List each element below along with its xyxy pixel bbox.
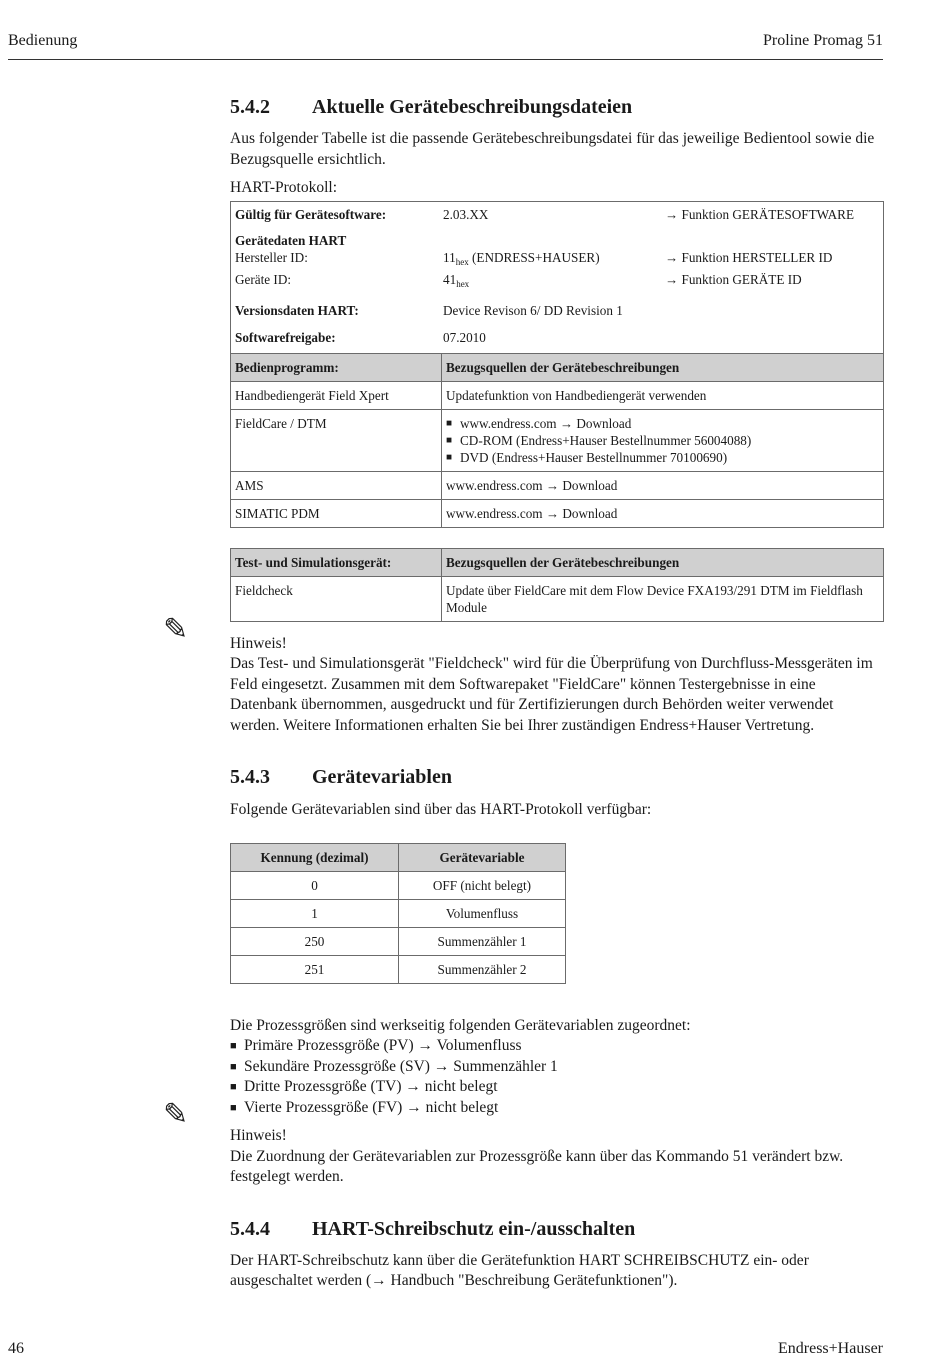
source-cell: Update über FieldCare mit dem Flow Device FXA193/291 DTM im Fieldflash Module bbox=[442, 576, 884, 621]
source-cell: Updatefunktion von Handbediengerät verwenden bbox=[442, 381, 884, 409]
pencil-icon: ✎ bbox=[163, 612, 189, 647]
program-cell: AMS bbox=[231, 471, 442, 499]
device-id-value: $41_{hex}$ bbox=[443, 271, 470, 289]
table-header-row bbox=[231, 353, 884, 381]
release-label: Softwarefreigabe: bbox=[235, 329, 336, 345]
program-cell: Handbediengerät Field Xpert bbox=[231, 381, 442, 409]
variable-cell: OFF (nicht belegt) bbox=[399, 871, 566, 899]
program-cell: FieldCare / DTM bbox=[231, 409, 442, 471]
intro-paragraph: Aus folgender Tabelle ist die passende Gerätebeschreibungsdatei für das jeweilige Bedientool sowie die Bezugsquelle ersichtlich. bbox=[230, 130, 875, 168]
test-device-table bbox=[230, 548, 884, 622]
protocol-label: HART-Protokoll: bbox=[230, 179, 338, 196]
section-title: HART-Schreibschutz ein-/ausschalten bbox=[312, 1217, 636, 1240]
device-id-row bbox=[231, 271, 883, 293]
operating-program-table bbox=[230, 353, 884, 528]
device-id-label: Geräte ID: bbox=[235, 271, 292, 287]
table-row bbox=[231, 381, 884, 409]
list-item: ■ Primäre Prozessgröße (PV) → Volumenfluss bbox=[230, 1036, 884, 1057]
main-content bbox=[230, 96, 884, 1292]
section-number: 5.4.3 bbox=[230, 766, 270, 788]
variable-cell: Summenzähler 1 bbox=[399, 927, 566, 955]
table-row bbox=[231, 471, 884, 499]
section-number: 5.4.2 bbox=[230, 96, 270, 118]
table-row bbox=[231, 899, 566, 927]
version-label: Versionsdaten HART: bbox=[235, 302, 359, 318]
software-row bbox=[231, 202, 883, 223]
running-header-left: Bedienung bbox=[8, 32, 78, 49]
page-number: 46 bbox=[8, 1340, 24, 1357]
release-row bbox=[231, 329, 883, 353]
section-heading-5-4-2 bbox=[230, 96, 884, 119]
source-list bbox=[446, 415, 879, 466]
column-header: Test- und Simulationsgerät: bbox=[231, 548, 442, 576]
section-heading-5-4-3 bbox=[230, 766, 884, 789]
list-item: ■ Dritte Prozessgröße (TV) → nicht belegt bbox=[230, 1077, 884, 1098]
software-label: Gültig für Gerätesoftware: bbox=[235, 206, 387, 222]
note-title: Hinweis! bbox=[230, 1127, 287, 1144]
intro-paragraph: Folgende Gerätevariablen sind über das HART-Protokoll verfügbar: bbox=[230, 801, 652, 818]
table-header-row bbox=[231, 843, 566, 871]
list-item: ■ Sekundäre Prozessgröße (SV) → Summenzähler 1 bbox=[230, 1057, 884, 1078]
id-cell: 250 bbox=[231, 927, 399, 955]
table-row bbox=[231, 409, 884, 471]
id-cell: 251 bbox=[231, 955, 399, 983]
device-info-box bbox=[230, 201, 884, 353]
software-function: → Funktion GERÄTESOFTWARE bbox=[665, 206, 855, 222]
table-header-row bbox=[231, 548, 884, 576]
list-item: ■ www.endress.com → Download bbox=[446, 415, 879, 432]
manufacturer-value: $11_{hex}$ (ENDRESS+HAUSER) bbox=[443, 249, 600, 267]
list-item: ■ DVD (Endress+Hauser Bestellnummer 70100690) bbox=[446, 449, 879, 466]
running-header-right: Proline Promag 51 bbox=[763, 32, 883, 49]
pencil-icon: ✎ bbox=[163, 1097, 189, 1132]
variable-cell: Summenzähler 2 bbox=[399, 955, 566, 983]
source-cell: www.endress.com → Download bbox=[442, 471, 884, 499]
header-rule bbox=[8, 59, 883, 60]
source-cell bbox=[442, 409, 884, 471]
body-paragraph: Der HART-Schreibschutz kann über die Gerätefunktion HART SCHREIBSCHUTZ ein- oder ausgeschaltet werden (→ Handbuch "Beschreibung Gerätefunktionen"). bbox=[230, 1251, 809, 1289]
note-text: Das Test- und Simulationsgerät "Fieldcheck" wird für die Überprüfung von Durchfluss-Messgeräten im Feld eingesetzt. Zusammen mit dem Softwarepaket "FieldCare" können Testergebnisse in eine Datenbank übernommen, ausgedruckt und für Zertifizierungen durch Behörden weiter verwendet werden. Weitere Informationen erhalten Sie bei Ihrer zuständigen Endress+Hauser Vertretung. bbox=[230, 655, 873, 734]
device-variables-table bbox=[230, 843, 566, 984]
column-header: Kennung (dezimal) bbox=[231, 843, 399, 871]
device-data-heading-row bbox=[231, 232, 883, 249]
manufacturer-function: → Funktion HERSTELLER ID bbox=[665, 249, 833, 265]
section-heading-5-4-4 bbox=[230, 1218, 884, 1241]
source-cell: www.endress.com → Download bbox=[442, 499, 884, 527]
assignment-list bbox=[230, 1036, 884, 1118]
column-header: Bedienprogramm: bbox=[231, 353, 442, 381]
table-row bbox=[231, 927, 566, 955]
note-text: Die Zuordnung der Gerätevariablen zur Prozessgröße kann über das Kommando 51 verändert bzw. festgelegt werden. bbox=[230, 1147, 844, 1185]
device-id-function: → Funktion GERÄTE ID bbox=[665, 271, 802, 287]
version-value: Device Revison 6/ DD Revision 1 bbox=[443, 302, 623, 318]
id-cell: 1 bbox=[231, 899, 399, 927]
program-cell: SIMATIC PDM bbox=[231, 499, 442, 527]
release-value: 07.2010 bbox=[443, 329, 486, 345]
variable-cell: Volumenfluss bbox=[399, 899, 566, 927]
version-row bbox=[231, 302, 883, 319]
note-title: Hinweis! bbox=[230, 634, 287, 652]
id-cell: 0 bbox=[231, 871, 399, 899]
table-row bbox=[231, 955, 566, 983]
software-value: 2.03.XX bbox=[443, 206, 489, 222]
column-header: Bezugsquellen der Gerätebeschreibungen bbox=[442, 353, 884, 381]
table-row bbox=[231, 576, 884, 621]
footer-brand: Endress+Hauser bbox=[778, 1340, 883, 1357]
device-data-heading: Gerätedaten HART bbox=[235, 232, 347, 248]
device-cell: Fieldcheck bbox=[231, 576, 442, 621]
column-header: Bezugsquellen der Gerätebeschreibungen bbox=[442, 548, 884, 576]
manufacturer-label: Hersteller ID: bbox=[235, 249, 308, 265]
manufacturer-row bbox=[231, 249, 883, 271]
section-title: Aktuelle Gerätebeschreibungsdateien bbox=[312, 96, 633, 118]
column-header: Gerätevariable bbox=[399, 843, 566, 871]
section-title: Gerätevariablen bbox=[312, 766, 452, 788]
list-item: ■ CD-ROM (Endress+Hauser Bestellnummer 56004088) bbox=[446, 432, 879, 449]
table-row bbox=[231, 499, 884, 527]
table-row bbox=[231, 871, 566, 899]
assignment-intro: Die Prozessgrößen sind werkseitig folgenden Gerätevariablen zugeordnet: bbox=[230, 1016, 691, 1034]
list-item: ■ Vierte Prozessgröße (FV) → nicht belegt bbox=[230, 1098, 884, 1119]
section-number: 5.4.4 bbox=[230, 1217, 270, 1240]
